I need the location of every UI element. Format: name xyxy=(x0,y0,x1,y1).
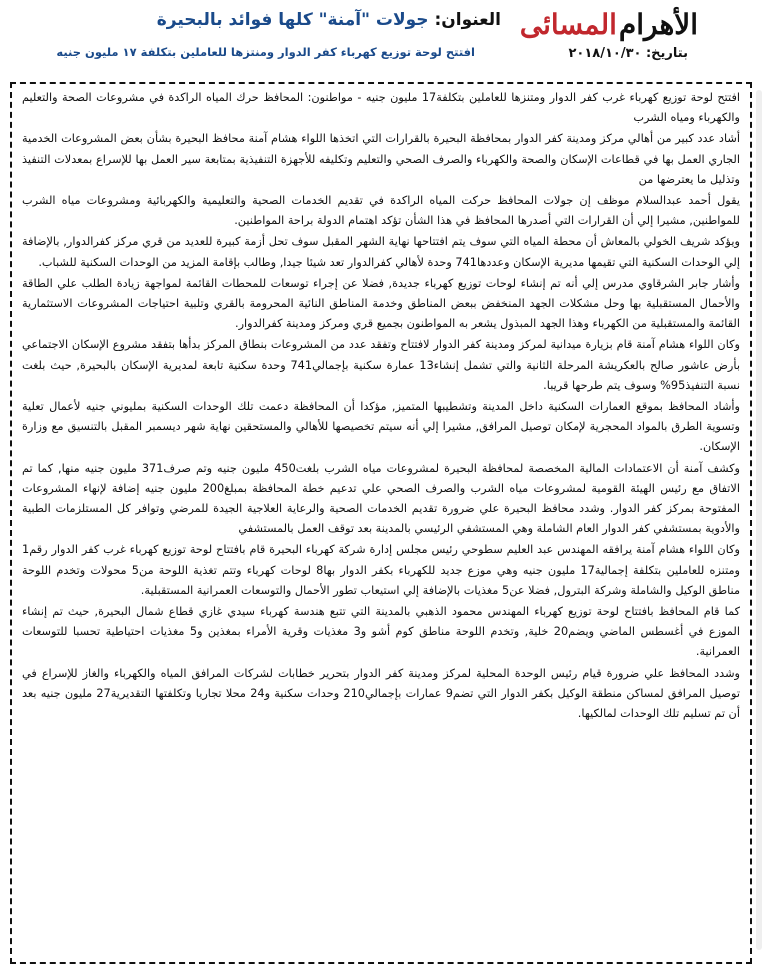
headline-text: جولات "آمنة" كلها فوائد بالبحيرة xyxy=(156,10,429,30)
article-paragraph: افتتح لوحة توزيع كهرباء غرب كفر الدوار ومتنزها للعاملين بتكلفة17 مليون جنيه - مواطنون: المحافظ حرك المياه الراكدة في مشروعات الصحة والتعليم والكهرباء ومياه الشرب xyxy=(22,91,740,125)
article-body xyxy=(22,88,740,960)
article-paragraph: كما قام المحافظ بافتتاح لوحة توزيع كهرباء المهندس محمود الذهبي بالمدينة التي تتبع هندسة كهرباء سيدي غازي قطاع شمال البحيرة, حيث تم إنشاء الموزع في أغسطس الماضي ويضم20 خلية, وتخدم اللوحة مناطق كوم أشو و3 مغذيات وقرية الأمراء بمغذين و5 مغذيات احتياطية تحسبا للتوسعات العمرانية. xyxy=(22,605,740,659)
article-paragraph: وأشار جابر الشرقاوي مدرس إلي أنه تم إنشاء لوحات توزيع كهرباء جديدة, فضلا عن إجراء توسعات للمحطات القائمة لمواجهة زيادة الطلب علي الطاقة والأحمال المستقبلية بها وحل مشكلات الجهد المنخفض ببعض المناطق وخدمة المناطق النائية المحرومة بالقري وتلبية احتياجات المشروعات الاستثمارية القائمة والمستقبلية من الكهرباء وهذا الجهد المبذول يشعر به المواطنون بجميع قري ومركز ومدينة كفرالدوار. xyxy=(22,276,740,331)
date-label: بتاريخ: xyxy=(645,46,688,61)
headline-label: العنوان: xyxy=(434,10,501,30)
article-paragraph: وكان اللواء هشام آمنة قام بزيارة ميدانية لمركز ومدينة كفر الدوار لافتتاح وتفقد عدد من المشروعات بنطاق المركز بدأها بتفقد مشروع الإسكان الاجتماعي بأرض عاشور صالح بالعكريشة المرحلة الثانية والتي تشمل إنشاء13 عمارة سكنية بإجمالي741 وحدة سكنية تابعة لمديرية الإسكان بالبحيرة, حيث بلغت نسبة التنفيذ95% وسوف يتم طرحها قريبا. xyxy=(22,338,740,392)
subheadline: افتتح لوحة توزيع كهرباء كفر الدوار ومنتزها للعاملين بتكلفة ١٧ مليون جنيه xyxy=(56,45,475,59)
article-paragraph: وكشف آمنة أن الاعتمادات المالية المخصصة لمحافظة البحيرة لمشروعات مياه الشرب بلغت450 مليون جنيه وتم صرف371 مليون جنيه منها, كما تم الاتفاق مع رئيس الهيئة القومية لمشروعات مياه الشرب والصرف الصحي علي تدعيم خطة المحافظة بمبلغ200 مليون جنيه إضافة لإنهاء المشروعات المفتوحة بمركز كفر الدوار. وشدد محافظ البحيرة علي ضرورة تقديم الخدمات الصحية والرعاية العلاجية الجيدة للمرضي وتوافر كل المستلزمات الطبية والأدوية بمستشفي كفر الدوار العام الشاملة وهي المستشفي الرئيسي بالمدينة بعد توقف العمل بالمستشفي xyxy=(22,461,740,536)
date-value: ٢٠١٨/١٠/٣٠ xyxy=(568,46,642,61)
scrollbar[interactable] xyxy=(756,90,762,950)
article-paragraph: يقول أحمد عبدالسلام موظف إن جولات المحافظ حركت المياه الراكدة في تقديم الخدمات الصحية والتعليمية والكهربائية ومشروعات مياه الشرب للمواطنين, مشيرا إلي أن القرارات التي أصدرها المحافظ في هذا الشأن تؤكد اهتمام الدولة براحة المواطنين. xyxy=(22,194,740,228)
newspaper-logo xyxy=(519,4,698,46)
publication-date xyxy=(568,46,688,61)
logo-part-evening: المسائى xyxy=(519,8,617,41)
article-paragraph: وأشاد المحافظ بموقع العمارات السكنية داخل المدينة وتشطيبها المتميز, مؤكدا أن المحافظة دعمت تلك الوحدات السكنية بمليوني جنيه لأعمال تعلية وتسوية الطرق بالمواد المحجرية لإمكان توصيل المرافق, مشيرا إلي أنه سيتم تخصيصها للأهالي والمستحقين نهاية شهر ديسمبر المقبل بالتنسيق مع وزارة الإسكان. xyxy=(22,400,740,454)
article-paragraph: أشاد عدد كبير من أهالي مركز ومدينة كفر الدوار بمحافظة البحيرة بالقرارات التي اتخذها اللواء هشام آمنة محافظ البحيرة بشأن بعض المشروعات الخدمية الجاري العمل بها في قطاعات الإسكان والصحة والكهرباء والصرف الصحي والتعليم وتكليفه للأجهزة التنفيذية بمتابعة سير العمل بها للإسراع بمعدلات التنفيذ وتذليل ما يعترضها من xyxy=(22,132,740,186)
article-paragraph: وكان اللواء هشام آمنة يرافقه المهندس عبد العليم سطوحي رئيس مجلس إدارة شركة كهرباء البحيرة قام بافتتاح لوحة توزيع كهرباء غرب كفر الدوار رقم1 ومتنزه للعاملين بتكلفة إجمالية17 مليون جنيه وهي موزع جديد للكهرباء بكفر الدوار بها8 لوحات كهرباء وتتم تغذية اللوحة من5 محولات وتخدم اللوحة مناطق الوكيل والشاملة وشركة البترول, فضلا عن5 مغذيات بالإضافة إلي استيعاب تطور الأحمال والتوسعات العمرانية المستقبلية. xyxy=(22,543,740,597)
article-paragraph: وشدد المحافظ علي ضرورة قيام رئيس الوحدة المحلية لمركز ومدينة كفر الدوار بتحرير خطابات لشركات المرافق المياه والكهرباء والغاز للإسراع في توصيل المرافق لمساكن منطقة الوكيل بكفر الدوار التي تضم9 عمارات بإجمالي210 وحدات سكنية و24 محلا تجاريا وتكلفتها التقديرية27 مليون جنيه بعد أن تم تسليم تلك الوحدات لمالكيها. xyxy=(22,666,740,721)
clipping-header xyxy=(0,0,768,78)
article-paragraph: ويؤكد شريف الخولي بالمعاش أن محطة المياه التي سوف يتم افتتاحها نهاية الشهر المقبل سوف تحل أزمة كبيرة للعديد من قري مركز كفرالدوار, بالإضافة إلي الوحدات السكنية التي تقيمها مديرية الإسكان وعددها741 وحدة لأهالي كفرالدوار تعد شيئا جيدا, وطالب بإقامة المزيد من الوحدات السكنية للشباب. xyxy=(22,235,740,269)
headline xyxy=(156,10,501,30)
logo-part-ahram: الأهرام xyxy=(618,8,698,41)
